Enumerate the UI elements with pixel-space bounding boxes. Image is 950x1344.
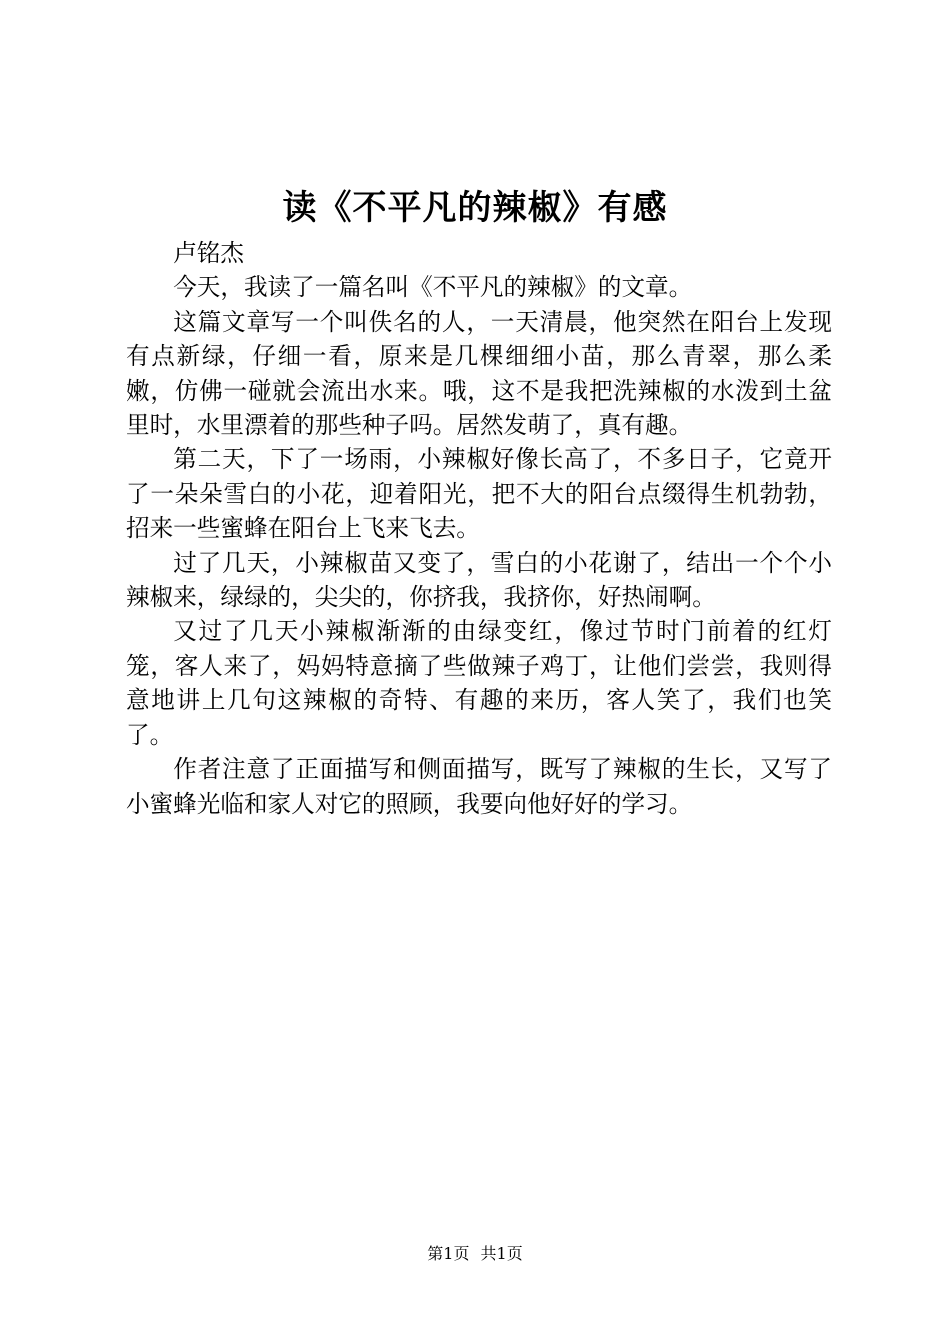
document-title: 读《不平凡的辣椒》有感 [282, 188, 668, 228]
page-number: 第1页 [427, 1244, 470, 1263]
paragraph-1: 今天，我读了一篇名叫《不平凡的辣椒》的文章。 [173, 273, 693, 302]
paragraph-3: 第二天，下了一场雨，小辣椒好像长高了，不多日子，它竟开了一朵朵雪白的小花，迎着阳光，把不大的阳台点缀得生机勃勃，招来一些蜜蜂在阳台上飞来飞去。 [126, 445, 832, 543]
paragraph-2: 这篇文章写一个叫佚名的人，一天清晨，他突然在阳台上发现有点新绿，仔细一看，原来是几棵细细小苗，那么青翠，那么柔嫩，仿佛一碰就会流出水来。哦，这不是我把洗辣椒的水泼到土盆里时，水里漂着的那些种子吗。居然发萌了，真有趣。 [126, 307, 832, 440]
author-line: 卢铭杰 [173, 239, 244, 267]
page-footer [0, 1242, 950, 1266]
paragraph-5: 又过了几天小辣椒渐渐的由绿变红，像过节时门前着的红灯笼，客人来了，妈妈特意摘了些做辣子鸡丁，让他们尝尝，我则得意地讲上几句这辣椒的奇特、有趣的来历，客人笑了，我们也笑了。 [126, 617, 832, 749]
page-total: 共1页 [480, 1244, 523, 1263]
paragraph-4: 过了几天，小辣椒苗又变了，雪白的小花谢了，结出一个个小辣椒来，绿绿的，尖尖的，你挤我，我挤你，好热闹啊。 [126, 548, 832, 612]
paragraph-6: 作者注意了正面描写和侧面描写，既写了辣椒的生长，又写了小蜜蜂光临和家人对它的照顾，我要向他好好的学习。 [126, 755, 832, 818]
document-body [126, 236, 832, 821]
